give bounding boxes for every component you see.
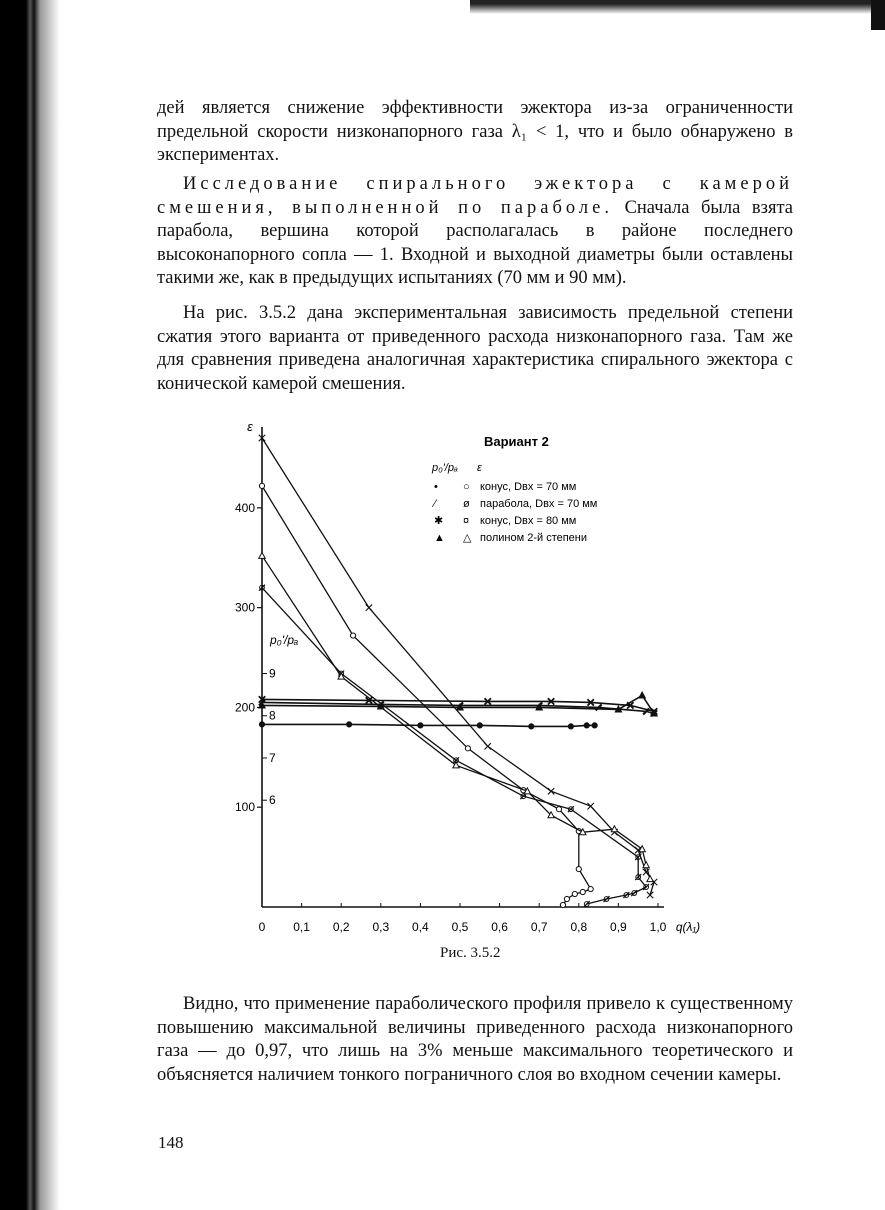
legend-entry: конус, Dвх = 80 мм: [480, 515, 577, 527]
x-tick-label: 0,5: [451, 920, 469, 934]
legend-symbol-open: △: [463, 532, 472, 544]
data-point-pressure: [529, 724, 534, 729]
data-point-pressure: [639, 692, 645, 698]
legend-symbol-filled: ⁄: [434, 498, 436, 510]
secondary-axis-label: p₀'/pₐ: [270, 632, 299, 647]
scan-corner-mark: [871, 0, 885, 30]
legend-entry: парабола, Dвх = 70 мм: [480, 498, 598, 510]
data-point-epsilon: [465, 746, 470, 751]
figure-caption: Рис. 3.5.2: [440, 945, 501, 961]
y-tick-label: 400: [234, 500, 255, 515]
legend-symbol-open: ¤: [463, 515, 470, 527]
data-point-epsilon: [259, 552, 265, 558]
secondary-tick-label: 8: [269, 708, 276, 723]
figure-3-5-2: [222, 415, 742, 980]
data-point-epsilon: [647, 876, 653, 882]
series-line-epsilon: [262, 556, 650, 879]
y-tick-label: 300: [234, 600, 255, 615]
data-point-pressure: [259, 722, 264, 727]
x-tick-label: 0: [258, 920, 266, 934]
data-point-pressure: [592, 723, 597, 728]
x-tick-label: 0,3: [372, 920, 390, 934]
legend-header-pressure: p₀'/pₐ: [432, 462, 458, 474]
secondary-tick-label: 9: [269, 666, 276, 681]
data-point-epsilon: [548, 788, 554, 794]
paragraph-conclusion: Видно, что применение параболического профиля привело к существенному повышению максимальной величины приведенного расхода низконапорного газа — до 0,97, что лишь на 3% меньше максимального теоретического и объясняется наличием тонкого пограничного слоя во входном сечении камеры.: [157, 994, 793, 1085]
chart-title: Вариант 2: [484, 434, 549, 449]
data-point-epsilon: [556, 807, 561, 812]
legend-symbol-filled: •: [434, 481, 438, 493]
data-point-epsilon: [588, 886, 593, 891]
section-heading: Исследование спирального эжектора с камерой смешения, выполненной по параболе.: [157, 174, 793, 218]
series-line-epsilon: [262, 588, 646, 904]
data-point-epsilon: [485, 743, 491, 749]
data-point-pressure: [347, 722, 352, 727]
data-point-pressure: [418, 723, 423, 728]
secondary-tick-label: 6: [269, 793, 276, 808]
data-point-epsilon: [350, 633, 355, 638]
x-tick-label: 0,1: [293, 920, 310, 934]
x-tick-label: 1,0: [649, 920, 667, 934]
data-point-epsilon: [580, 889, 585, 894]
data-point-epsilon: [587, 803, 593, 809]
x-tick-label: 0,8: [570, 920, 588, 934]
y-axis-label: ε: [247, 419, 253, 434]
scan-edge-shadow: [0, 0, 60, 1210]
legend-entry: полином 2-й степени: [480, 532, 588, 544]
secondary-tick-label: 7: [269, 750, 276, 765]
legend-header-epsilon: ε: [477, 462, 482, 474]
legend-symbol-filled: ✱: [434, 515, 444, 527]
paragraph-spiral-ejector: [157, 173, 793, 291]
data-point-epsilon: [366, 604, 372, 610]
series-line-pressure: [262, 724, 595, 726]
x-tick-label: 0,9: [610, 920, 627, 934]
data-point-epsilon: [564, 896, 569, 901]
paragraph-intro: дей является снижение эффективности эжектора из-за ограниченности предельной скорости низконапорного газа λ₁ < 1, что и было обнаружено в экспериментах.: [157, 98, 793, 165]
data-point-pressure: [584, 723, 589, 728]
series-line-epsilon: [262, 486, 591, 905]
paragraph-figure-reference: На рис. 3.5.2 дана экспериментальная зависимость предельной степени сжатия этого варианта от приведенного расхода низконапорного газа. Там же для сравнения приведена аналогичная характеристика спирального эжектора с конической камерой смешения.: [157, 303, 793, 394]
x-tick-label: 0,2: [332, 920, 350, 934]
x-tick-label: 0,6: [491, 920, 508, 934]
x-axis-label: q(λ₁): [675, 920, 701, 934]
page-number: 148: [158, 1133, 184, 1152]
data-point-epsilon: [572, 891, 577, 896]
legend-symbol-open: ○: [463, 481, 470, 493]
paragraph-spiral-ejector-body: Сначала была взята парабола, вершина которой располагалась в районе последнего высоконапорного сопла — 1. Входной и выходной диаметры были оставлены такими же, как в предыдущих испытаниях (70 мм и 90 мм).: [157, 197, 793, 288]
y-tick-label: 100: [234, 800, 255, 815]
data-point-epsilon: [576, 866, 581, 871]
x-tick-label: 0,4: [412, 920, 429, 934]
legend-symbol-filled: ▲: [434, 532, 445, 544]
data-point-pressure: [477, 723, 482, 728]
legend-entry: конус, Dвх = 70 мм: [480, 481, 577, 493]
data-point-pressure: [568, 724, 573, 729]
x-tick-label: 0,7: [530, 920, 548, 934]
data-point-epsilon: [259, 483, 264, 488]
data-point-epsilon: [647, 892, 653, 898]
legend-symbol-open: ø: [463, 498, 470, 510]
compression-ratio-chart: [222, 415, 742, 945]
scan-top-shadow: [470, 0, 885, 14]
data-point-epsilon: [560, 902, 565, 907]
y-tick-label: 200: [234, 700, 255, 715]
